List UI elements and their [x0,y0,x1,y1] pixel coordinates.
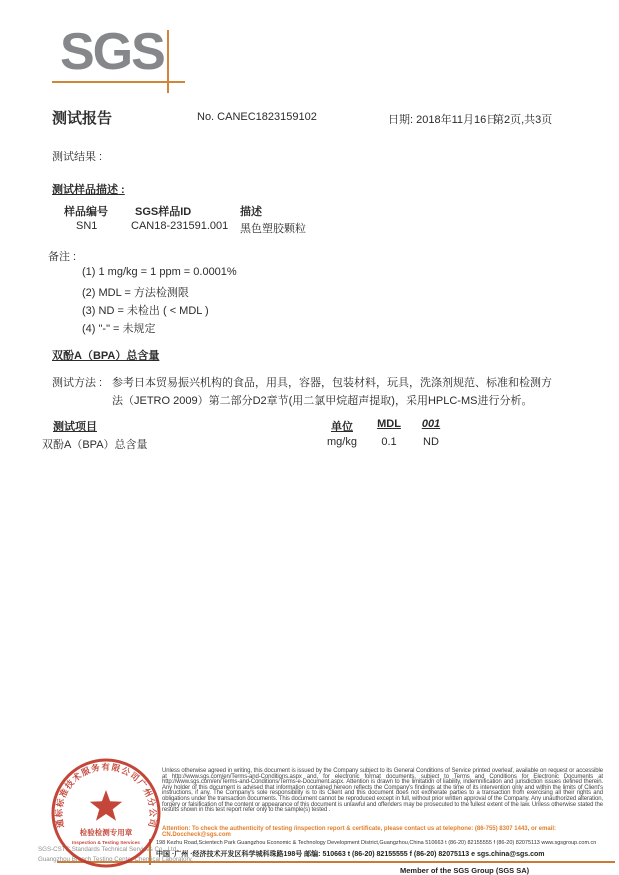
stamp-inner-text: 检验检测专用章 [79,828,133,837]
result-table-header-sample-001: 001 [421,418,441,430]
inspection-stamp [50,757,162,869]
sample-description-value: 黑色塑胶颗粒 [240,223,306,235]
address-english: 198 Kezhu Road,Scientech Park Guangzhou Economic & Technology Development District,Guangzhou,China 510663 t (86-20) 82155555 f (86-20) 82075113 www.sgsgroup.com.cn [156,840,597,846]
test-results-label: 测试结果 : [52,151,103,163]
sgs-sample-id-value: CAN18-231591.001 [131,220,229,232]
remark-item: (4) "-" = 未规定 [82,323,156,335]
report-number: No. CANEC1823159102 [197,111,317,123]
result-mdl-value: 0.1 [381,436,397,448]
bpa-section-heading: 双酚A（BPA）总含量 [52,350,160,362]
stamp-ring-text: 通标标准技术服务有限公司广州分公司 [53,761,159,830]
report-date: 日期: 2018年11月16日 [388,114,498,126]
page-title: 测试报告 [52,110,113,127]
sample-table-header-sample-no: 样品编号 [64,206,108,218]
sample-table-header-description: 描述 [240,206,262,218]
result-item-name: 双酚A（BPA）总含量 [42,439,148,451]
sgs-membership-note: Member of the SGS Group (SGS SA) [400,866,530,875]
result-value-sample-001: ND [423,436,439,448]
result-table-header-unit: 单位 [331,421,353,433]
sample-no-value: SN1 [76,220,98,232]
sample-table-header-sgs-id: SGS样品ID [135,206,192,218]
remark-item: (1) 1 mg/kg = 1 ppm = 0.0001% [82,266,237,278]
result-unit-value: mg/kg [327,436,357,448]
test-method-text: 参考日本贸易振兴机构的食品，用具，容器，包装材料，玩具，洗涤剂规范、标准和检测方法（JETRO 2009）第二部分D2章节(用二氯甲烷超声提取)，采用HPLC-MS进行分析。 [112,377,552,407]
remark-item: (3) ND = 未检出 ( < MDL ) [82,305,209,317]
remarks-label: 备注 : [48,251,77,263]
logo-vertical-rule [167,30,169,93]
laboratory-name-line2: Guangzhou Branch Testing Center Chemical Laboratory. [38,856,193,863]
stamp-inner-subtext: Inspection & Testing Services [72,841,140,846]
page-indicator: 第2页,共3页 [493,114,553,126]
star-icon [90,790,122,821]
test-method-label: 测试方法 : [52,377,103,389]
authenticity-attention-note: Attention: To check the authenticity of testing /inspection report & certificate, please contact us at telephone: (86-755) 8307 1443, or email: CN.Doccheck@sgs.com [162,826,556,838]
result-table-header-mdl: MDL [377,418,401,430]
legal-disclaimer: Unless otherwise agreed in writing, this document is issued by the Company subject to its General Conditions of Service printed overleaf, available on request or accessible at http://www.sgs.com/en/Terms-and-Conditions.aspx and, for electronic format documents, subject to Terms and Conditions for Electronic Documents at http://www.sgs.com/en/Terms-and-Conditions/Terms-e-Document.aspx. Attention is drawn to the limitation of liability, indemnification and jurisdiction issues defined therein. Any holder of this document is advised that information contained hereon reflects the Company's findings at the time of its intervention only and within the limits of Client's instructions, if any. The Company's sole responsibility is to its Client and this document does not exonerate parties to a transaction from exercising all their rights and obligations under the transaction documents. This document cannot be reproduced except in full, without prior written approval of the Company. Any unauthorized alteration, forgery or falsification of the content or appearance of this document is unlawful and offenders may be prosecuted to the fullest extent of the law. Unless otherwise stated the results shown in this test report refer only to the sample(s) tested . [162,768,603,814]
result-table-header-item: 测试项目 [53,421,97,433]
address-chinese: 中国 ·广州 ·经济技术开发区科学城科珠路198号 邮编: 510663 t (86-20) 82155555 f (86-20) 82075113 e sgs.china@sgs.com [156,851,545,858]
logo-horizontal-rule [52,81,185,83]
remark-item: (2) MDL = 方法检测限 [82,287,189,299]
laboratory-name-line1: SGS-CSTC Standards Technical Services Co., Ltd. [38,846,178,853]
sample-description-heading: 测试样品描述 : [52,184,125,196]
sgs-logo: SGS [60,23,164,81]
